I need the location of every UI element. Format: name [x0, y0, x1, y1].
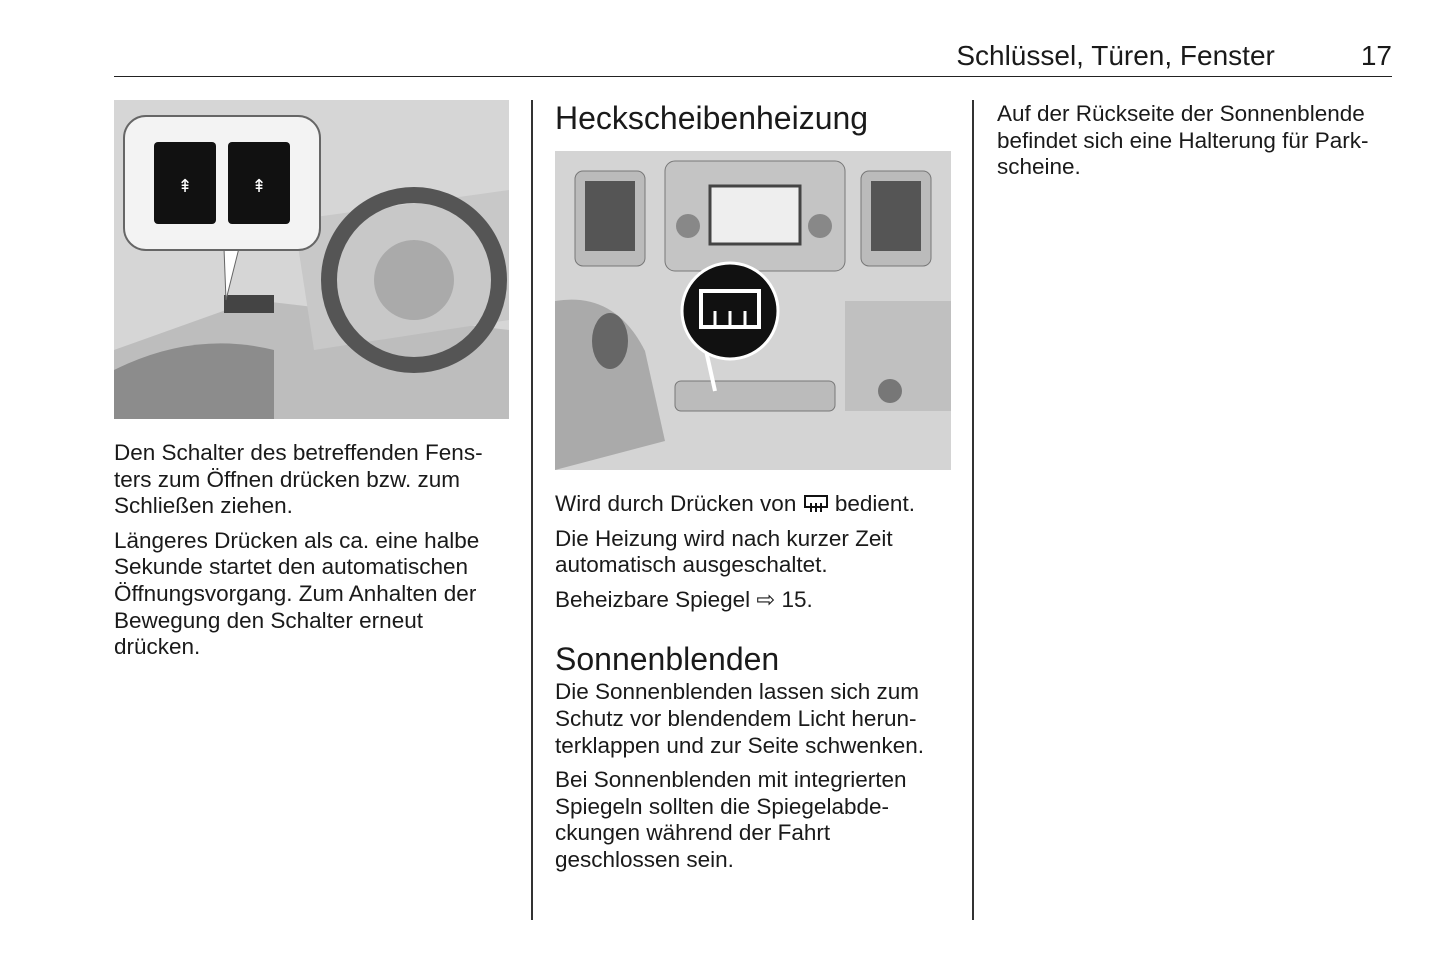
text-line: Die Sonnenblenden lassen sich zum: [555, 679, 919, 705]
paragraph: [555, 491, 955, 518]
paragraph: [555, 767, 955, 873]
dashboard-illustration: [555, 151, 951, 470]
text-line: Öffnungsvorgang. Zum Anhalten der: [114, 580, 477, 606]
text: Wird durch Drücken von: [555, 491, 797, 516]
text-line: drücken.: [114, 634, 201, 660]
text-line: automatisch ausgeschaltet.: [555, 552, 828, 578]
rear-window-defrost-icon: [803, 495, 829, 513]
cross-reference[interactable]: [555, 587, 955, 614]
text-line: Die Heizung wird nach kurzer Zeit: [555, 525, 893, 551]
paragraph: [114, 528, 514, 661]
header-title: Schlüssel, Türen, Fenster: [956, 40, 1275, 71]
text-line: geschlossen sein.: [555, 846, 734, 872]
column-3-text: [997, 101, 1417, 189]
text-line: ckungen während der Fahrt: [555, 820, 831, 846]
section-heading-rear-window-heating: Heckscheibenheizung: [555, 100, 869, 136]
text-line: Schließen ziehen.: [114, 493, 293, 519]
page-reference[interactable]: 15.: [781, 586, 813, 612]
text-line: Schutz vor blendendem Licht herun-: [555, 705, 917, 731]
text-line: terklappen und zur Seite schwenken.: [555, 732, 924, 758]
paragraph: [555, 526, 955, 579]
svg-text:⇞: ⇞: [177, 176, 193, 196]
section-heading-sun-visors: Sonnenblenden: [555, 641, 780, 678]
column-2-heading: [555, 100, 955, 136]
page-number: 17: [1360, 40, 1392, 71]
text: Beheizbare Spiegel: [555, 586, 751, 612]
column-2-text: [555, 491, 955, 882]
window-switch-illustration: [114, 100, 509, 419]
text-line: Bei Sonnenblenden mit integrierten: [555, 767, 907, 793]
svg-text:⇞: ⇞: [251, 176, 267, 196]
paragraph: [555, 679, 955, 759]
text-line: Sekunde startet den automatischen: [114, 554, 468, 580]
text-line: scheine.: [997, 154, 1081, 180]
column-1-text: [114, 440, 514, 669]
text-line: befindet sich eine Halterung für Park-: [997, 127, 1369, 153]
column-divider: [531, 100, 533, 920]
text-line: Längeres Drücken als ca. eine halbe: [114, 527, 480, 553]
paragraph: [997, 101, 1417, 181]
column-divider: [972, 100, 974, 920]
text-line: Spiegeln sollten die Spiegelabde-: [555, 793, 889, 819]
text: bedient.: [834, 491, 915, 516]
running-header: [956, 40, 1392, 72]
paragraph: [114, 440, 514, 520]
reference-arrow-icon: ⇨: [756, 586, 776, 612]
text-line: Auf der Rückseite der Sonnenblende: [997, 101, 1365, 126]
header-rule: [114, 76, 1392, 77]
text-line: Den Schalter des betreffenden Fens-: [114, 440, 483, 465]
text-line: Bewegung den Schalter erneut: [114, 607, 423, 633]
text-line: ters zum Öffnen drücken bzw. zum: [114, 466, 460, 492]
